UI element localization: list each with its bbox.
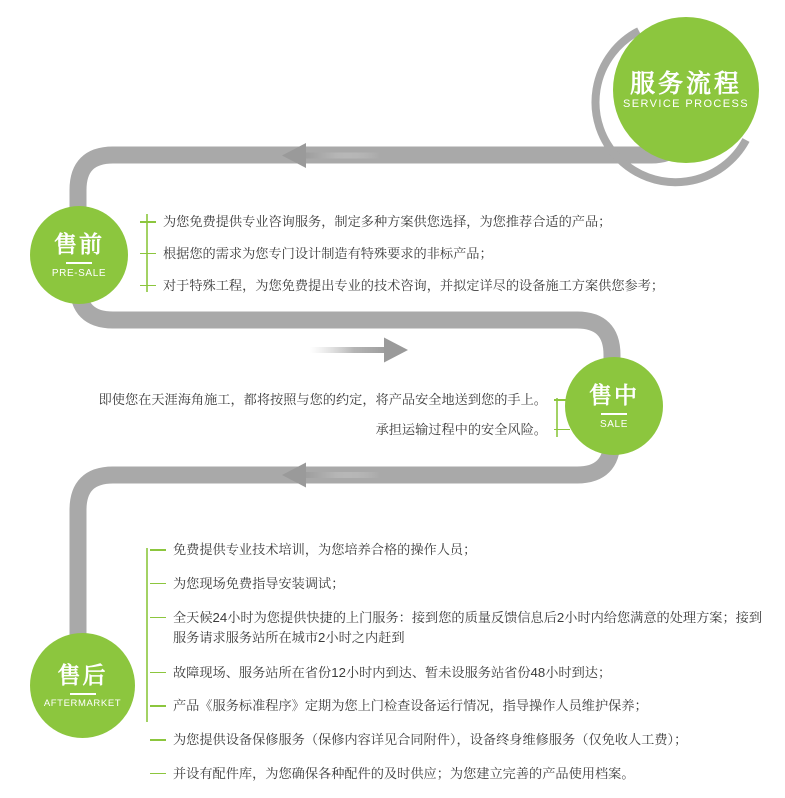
list-item-text: 免费提供专业技术培训，为您培养合格的操作人员； bbox=[173, 542, 477, 557]
bullet-dash-icon bbox=[150, 672, 166, 674]
list-item-text: 为您提供设备保修服务（保修内容详见合同附件），设备终身维修服务（仅免收人工费）； bbox=[173, 732, 688, 748]
list-item-text: 为您现场免费指导安装调试； bbox=[173, 575, 345, 591]
list-item-text: 为您免费提供专业咨询服务，制定多种方案供您选择，为您推荐合适的产品； bbox=[163, 214, 612, 229]
list-item bbox=[150, 764, 770, 784]
bullet-dash-icon bbox=[150, 739, 166, 741]
list-item bbox=[150, 730, 770, 750]
bullet-dash-icon bbox=[150, 773, 166, 775]
aftermarket-text-block bbox=[150, 540, 770, 798]
list-item bbox=[376, 420, 570, 440]
title-cn: 服务流程 bbox=[629, 69, 742, 98]
bullet-dash-icon bbox=[140, 285, 156, 287]
list-item bbox=[150, 540, 770, 560]
node-pre-sale-en: PRE-SALE bbox=[51, 268, 107, 280]
list-item bbox=[150, 696, 770, 716]
node-sale-en: SALE bbox=[600, 419, 628, 431]
node-aftermarket-cn: 售后 bbox=[57, 661, 108, 688]
list-item-text: 产品《服务标准程序》定期为您上门检查设备运行情况，指导操作人员维护保养； bbox=[173, 698, 648, 714]
node-pre-sale-cn: 售前 bbox=[54, 230, 104, 257]
service-process-title-node bbox=[613, 17, 759, 163]
list-item-text: 承担运输过程中的安全风险。 bbox=[375, 421, 547, 437]
list-item bbox=[150, 663, 770, 683]
list-item-text: 对于特殊工程，为您免费提出专业的技术咨询，并拟定详尽的设备施工方案供您参考； bbox=[163, 277, 665, 293]
node-sale-cn: 售中 bbox=[589, 381, 639, 408]
arrow-right-middle bbox=[310, 338, 408, 363]
list-item-text: 并设有配件库，为您确保各种配件的及时供应；为您建立完善的产品使用档案。 bbox=[173, 765, 635, 781]
list-item-text: 故障现场、服务站所在省份12小时内到达、暂未设服务站省份48小时到达； bbox=[173, 664, 612, 680]
bullet-dash-icon bbox=[150, 617, 166, 619]
bullet-dash-icon bbox=[150, 705, 166, 707]
title-en: SERVICE PROCESS bbox=[623, 98, 749, 111]
list-item-text: 全天候24小时为您提供快捷的上门服务：接到您的质量反馈信息后2小时内给您满意的处理方案；接到服务请求服务站所在城市2小时之内赶到 bbox=[173, 609, 763, 646]
divider-rule bbox=[66, 262, 92, 264]
bullet-dash-icon bbox=[150, 583, 166, 585]
bullet-dash-icon bbox=[554, 399, 570, 401]
list-item-text: 根据您的需求为您专门设计制造有特殊要求的非标产品； bbox=[163, 245, 493, 261]
list-item bbox=[99, 390, 570, 410]
divider-rule bbox=[70, 693, 96, 695]
node-aftermarket-en: AFTERMARKET bbox=[43, 698, 122, 709]
node-aftermarket bbox=[30, 633, 135, 738]
bullet-dash-icon bbox=[150, 549, 166, 551]
bullet-dash-icon bbox=[140, 221, 156, 223]
list-item bbox=[140, 276, 670, 296]
divider-rule bbox=[601, 413, 627, 415]
list-item bbox=[150, 574, 770, 594]
bullet-dash-icon bbox=[554, 429, 570, 431]
list-item bbox=[150, 608, 770, 649]
bullet-dash-icon bbox=[140, 253, 156, 255]
list-item-text: 即使您在天涯海角施工，都将按照与您的约定，将产品安全地送到您的手上。 bbox=[98, 392, 547, 407]
sale-text-block bbox=[98, 390, 570, 450]
pre-sale-text-block bbox=[140, 212, 670, 307]
list-item bbox=[140, 244, 670, 264]
node-pre-sale bbox=[30, 206, 128, 304]
arrow-left-bottom bbox=[282, 463, 380, 488]
node-sale bbox=[565, 357, 663, 455]
list-item bbox=[140, 212, 670, 232]
